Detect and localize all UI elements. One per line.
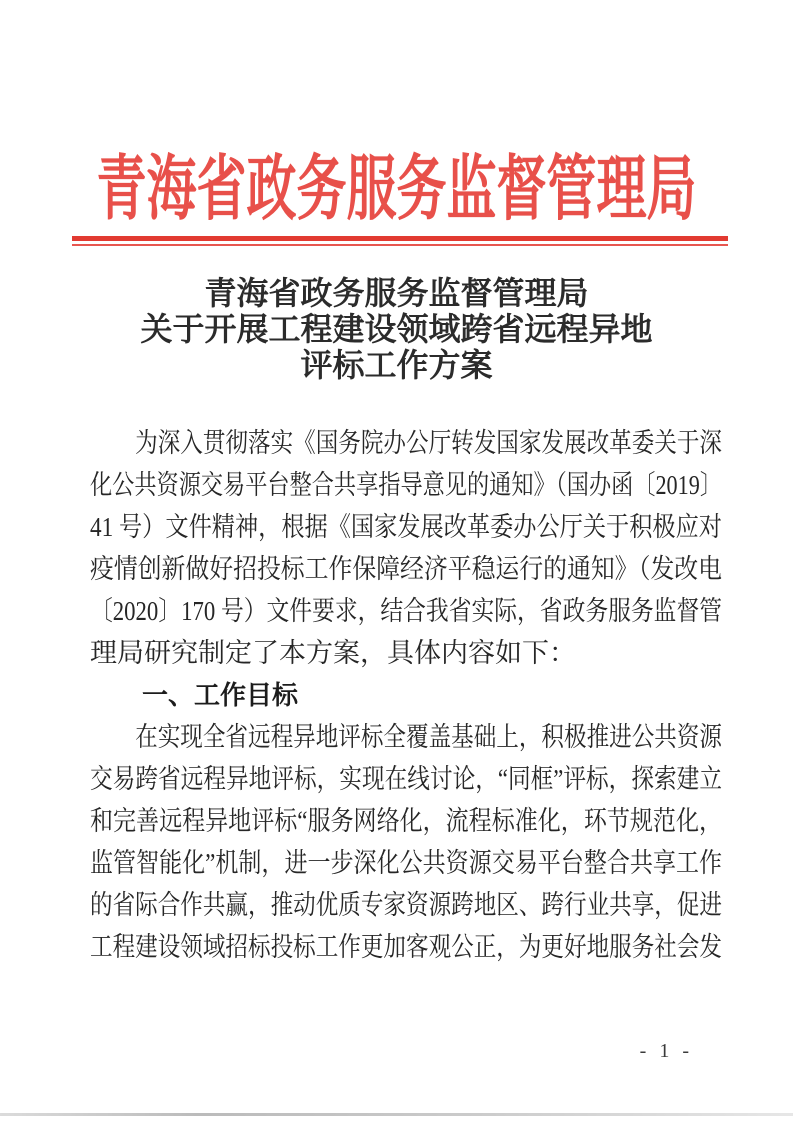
paragraph-work-goal-lines <box>90 716 722 968</box>
body-text-line: 41 号）文件精神，根据《国家发展改革委办公厅关于积极应对 <box>90 512 722 542</box>
document-title-line: 青海省政务服务监督管理局 <box>204 275 589 311</box>
red-rule-thin <box>72 244 728 246</box>
body-text-line: 和完善远程异地评标“服务网络化，流程标准化，环节规范化， <box>90 806 722 836</box>
paragraph-preamble <box>90 422 722 674</box>
body-text-line: 的省际合作共赢，推动优质专家资源跨地区、跨行业共享，促进 <box>90 890 722 920</box>
body-text-line: 化公共资源交易平台整合共享指导意见的通知》（国办函〔2019〕 <box>90 470 722 500</box>
letterhead-title: 青海省政务服务监督管理局 <box>96 149 697 229</box>
body-text-line: 监管智能化”机制，进一步深化公共资源交易平台整合共享工作 <box>90 848 722 878</box>
body-text-line: 交易跨省远程异地评标，实现在线讨论，“同框”评标，探索建立 <box>90 764 722 794</box>
letterhead-divider <box>72 236 728 246</box>
red-rule-thick <box>72 236 728 241</box>
paragraph-preamble-lines <box>90 422 722 632</box>
body-text-line: 在实现全省远程异地评标全覆盖基础上，积极推进公共资源 <box>135 722 723 752</box>
scan-edge-shadow <box>0 1113 793 1116</box>
body-text-line: 工程建设领域招标投标工作更加客观公正，为更好地服务社会发 <box>90 932 722 962</box>
document-title-line: 关于开展工程建设领域跨省远程异地 <box>140 311 653 347</box>
paragraph-work-goal <box>90 716 722 968</box>
section-heading-1: 一、工作目标 <box>142 680 299 710</box>
body-text-line: 〔2020〕170 号）文件要求，结合我省实际，省政务服务监督管 <box>90 596 722 626</box>
body-text-line: 为深入贯彻落实《国务院办公厅转发国家发展改革委关于深 <box>135 428 723 458</box>
page-number: - 1 - <box>639 1040 693 1062</box>
document-title <box>0 275 793 383</box>
document-title-line: 评标工作方案 <box>300 347 493 383</box>
body-text-line: 疫情创新做好招投标工作保障经济平稳运行的通知》（发改电 <box>90 554 722 584</box>
paragraph-preamble-last-line: 理局研究制定了本方案，具体内容如下： <box>90 638 576 668</box>
document-body <box>90 422 722 968</box>
